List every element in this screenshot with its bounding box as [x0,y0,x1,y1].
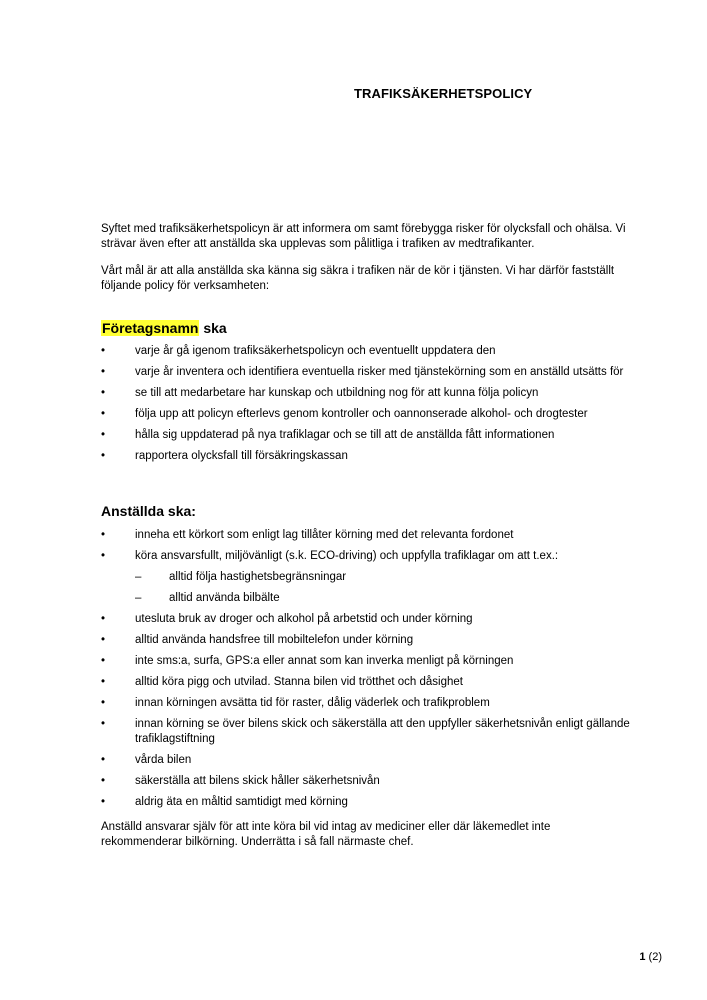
bullet-icon: • [101,387,106,399]
bullet-icon: • [101,529,106,541]
intro-paragraph-2: Vårt mål är att alla anställda ska känna sig säkra i trafiken när de kör i tjänsten. Vi har därför fastställt följande policy för verksamheten: [101,265,615,292]
list-item: • alltid köra pigg och utvilad. Stanna bilen vid trötthet och dåsighet [101,676,463,688]
list-item: • alltid använda handsfree till mobiltelefon under körning [101,634,414,646]
sub-list-item: – alltid använda bilbälte [135,592,280,604]
list-item: • utesluta bruk av droger och alkohol på arbetstid och under körning [101,613,473,625]
bullet-icon: • [101,613,106,625]
list-item: • inte sms:a, surfa, GPS:a eller annat som kan inverka menligt på körningen [101,655,514,667]
bullet-icon: • [101,550,106,562]
bullet-icon: • [101,655,106,667]
employee-section-heading: Anställda ska: [101,503,196,519]
company-section-heading [101,320,227,336]
bullet-icon: • [101,754,106,766]
company-name-placeholder: Företagsnamn [102,320,199,336]
bullet-icon: • [101,718,106,730]
bullet-icon: • [101,366,106,378]
list-item: • följa upp att policyn efterlevs genom kontroller och oannonserade alkohol- och drogtester [101,408,588,420]
list-item: • aldrig äta en måltid samtidigt med körning [101,796,348,808]
dash-icon: – [135,571,142,583]
bullet-icon: • [101,429,106,441]
list-item: • vårda bilen [101,754,192,766]
intro-paragraph-1: Syftet med trafiksäkerhetspolicyn är att informera om samt förebygga risker för olycksfall och ohälsa. Vi strävar även efter att anställda ska upplevas som pålitliga i trafiken av medtrafikanter. [101,223,626,250]
bullet-icon: • [101,796,106,808]
dash-icon: – [135,592,142,604]
bullet-icon: • [101,345,106,357]
sub-list-item: – alltid följa hastighetsbegränsningar [135,571,347,583]
list-item: • innan körning se över bilens skick och säkerställa att den uppfyller säkerhetsnivån enligt gällande trafiklagstiftning [101,718,630,745]
bullet-icon: • [101,408,106,420]
list-item: • köra ansvarsfullt, miljövänligt (s.k. ECO-driving) och uppfylla trafiklagar om att t.ex.: [101,550,559,562]
page-number [639,951,662,963]
bullet-icon: • [101,634,106,646]
bullet-icon: • [101,676,106,688]
list-item: • inneha ett körkort som enligt lag tillåter körning med det relevanta fordonet [101,529,514,541]
bullet-icon: • [101,775,106,787]
list-item: • hålla sig uppdaterad på nya trafiklagar och se till att de anställda fått informationen [101,429,555,441]
page-title: TRAFIKSÄKERHETSPOLICY [354,86,533,101]
bullet-icon: • [101,697,106,709]
list-item: • se till att medarbetare har kunskap och utbildning nog för att kunna följa policyn [101,387,539,399]
closing-paragraph: Anställd ansvarar själv för att inte köra bil vid intag av mediciner eller där läkemedlet inte rekommenderar bilkörning. Underrätta i så fall närmaste chef. [101,821,551,848]
company-duties-list [101,344,631,470]
list-item: • säkerställa att bilens skick håller säkerhetsnivån [101,775,380,787]
list-item: • varje år gå igenom trafiksäkerhetspolicyn och eventuellt uppdatera den [101,345,496,357]
employee-duties-list [101,528,631,816]
list-item: • innan körningen avsätta tid för raster, dålig väderlek och trafikproblem [101,697,490,709]
page-total: (2) [648,951,662,963]
list-item: • rapportera olycksfall till försäkringskassan [101,450,348,462]
company-heading-suffix: ska [199,320,227,336]
page-current: 1 [639,951,646,963]
list-item: • varje år inventera och identifiera eventuella risker med tjänstekörning som en anställd utsätts för [101,366,624,378]
bullet-icon: • [101,450,106,462]
